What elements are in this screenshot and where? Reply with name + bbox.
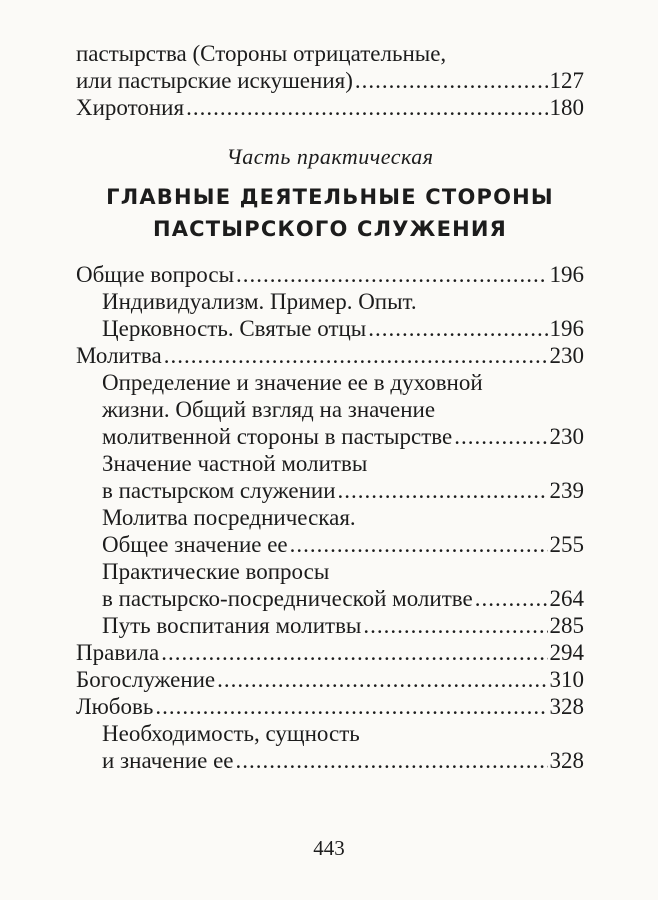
toc-entry-title: Церковность. Святые отцы	[102, 316, 367, 341]
toc-entry-page: 294	[549, 640, 584, 665]
toc-entry-title: Путь воспитания молитвы	[102, 613, 362, 638]
toc-leader-dots	[217, 666, 547, 693]
toc-entry	[76, 720, 584, 747]
toc-entry-page: 310	[549, 667, 584, 692]
toc-leader-dots	[236, 747, 548, 774]
toc-entry	[76, 477, 584, 504]
toc-entry	[76, 504, 584, 531]
toc-entry	[76, 369, 584, 396]
toc-leader-dots	[363, 612, 547, 639]
toc-entry-title: Общее значение ее	[102, 532, 288, 557]
toc-entry	[76, 612, 584, 639]
toc-entry	[76, 585, 584, 612]
toc-leader-dots	[355, 67, 548, 94]
toc-entry-title: Индивидуализм. Пример. Опыт.	[102, 289, 417, 314]
toc-leader-dots	[290, 531, 548, 558]
toc-entry-title: Необходимость, сущность	[102, 721, 360, 746]
toc-entry	[76, 558, 584, 585]
toc-entry-title: и значение ее	[102, 748, 234, 773]
toc-entry-page: 328	[549, 694, 584, 719]
toc-leader-dots	[475, 585, 548, 612]
toc-entry	[76, 342, 584, 369]
toc-entry	[76, 423, 584, 450]
toc-entry-title: в пастырско-посреднической молитве	[102, 586, 473, 611]
toc-entry	[76, 67, 584, 94]
toc-entry-title: Правила	[76, 640, 160, 665]
toc-entry-title: или пастырские искушения)	[76, 68, 353, 93]
toc-leader-dots	[161, 639, 547, 666]
toc-entry-page: 255	[549, 532, 584, 557]
toc-page	[76, 40, 584, 774]
toc-entry-title: Определение и значение ее в духовной	[102, 370, 483, 395]
toc-entry-page: 239	[549, 478, 584, 503]
toc-entry	[76, 531, 584, 558]
toc-leader-dots	[454, 423, 547, 450]
toc-entry-page: 196	[549, 316, 584, 341]
toc-entry	[76, 747, 584, 774]
toc-entry-title: жизни. Общий взгляд на значение	[102, 397, 436, 422]
toc-entry	[76, 396, 584, 423]
toc-leader-dots	[164, 342, 548, 369]
toc-entry-page: 180	[549, 95, 584, 120]
section-heading	[76, 181, 584, 245]
toc-entry-page: 328	[549, 748, 584, 773]
toc-entry-page: 264	[549, 586, 584, 611]
toc-entry	[76, 666, 584, 693]
toc-leader-dots	[155, 693, 547, 720]
toc-leader-dots	[186, 94, 547, 121]
toc-leader-dots	[236, 261, 547, 288]
toc-entry-title: пастырства (Стороны отрицательные,	[76, 41, 447, 66]
toc-entry-title: Значение частной молитвы	[102, 451, 368, 476]
toc-entry	[76, 693, 584, 720]
toc-entry-title: Практические вопросы	[102, 559, 330, 584]
toc-entry-page: 196	[549, 262, 584, 287]
toc-leader-dots	[338, 477, 548, 504]
toc-entry-page: 230	[549, 424, 584, 449]
toc-top-list	[76, 40, 584, 121]
toc-entry-page: 127	[549, 68, 584, 93]
toc-entry	[76, 639, 584, 666]
heading-line-2: ПАСТЫРСКОГО СЛУЖЕНИЯ	[152, 217, 508, 241]
toc-entry-page: 230	[549, 343, 584, 368]
toc-entry-title: Богослужение	[76, 667, 216, 692]
toc-entry-title: Общие вопросы	[76, 262, 235, 287]
heading-line-1: ГЛАВНЫЕ ДЕЯТЕЛЬНЫЕ СТОРОНЫ	[106, 185, 554, 209]
toc-entry	[76, 94, 584, 121]
toc-main-list	[76, 261, 584, 774]
toc-entry-title: Молитва	[76, 343, 162, 368]
toc-entry-title: Молитва посредническая.	[102, 505, 356, 530]
toc-entry	[76, 288, 584, 315]
page-number: 443	[313, 836, 345, 860]
toc-entry-title: молитвенной стороны в пастырстве	[102, 424, 453, 449]
toc-entry-title: в пастырском служении	[102, 478, 336, 503]
toc-entry-title: Хиротония	[76, 95, 185, 120]
toc-entry-page: 285	[549, 613, 584, 638]
toc-entry-title: Любовь	[76, 694, 154, 719]
part-title: Часть практическая	[226, 144, 434, 169]
toc-entry	[76, 450, 584, 477]
toc-entry	[76, 40, 584, 67]
toc-leader-dots	[368, 315, 547, 342]
toc-entry	[76, 315, 584, 342]
toc-entry	[76, 261, 584, 288]
